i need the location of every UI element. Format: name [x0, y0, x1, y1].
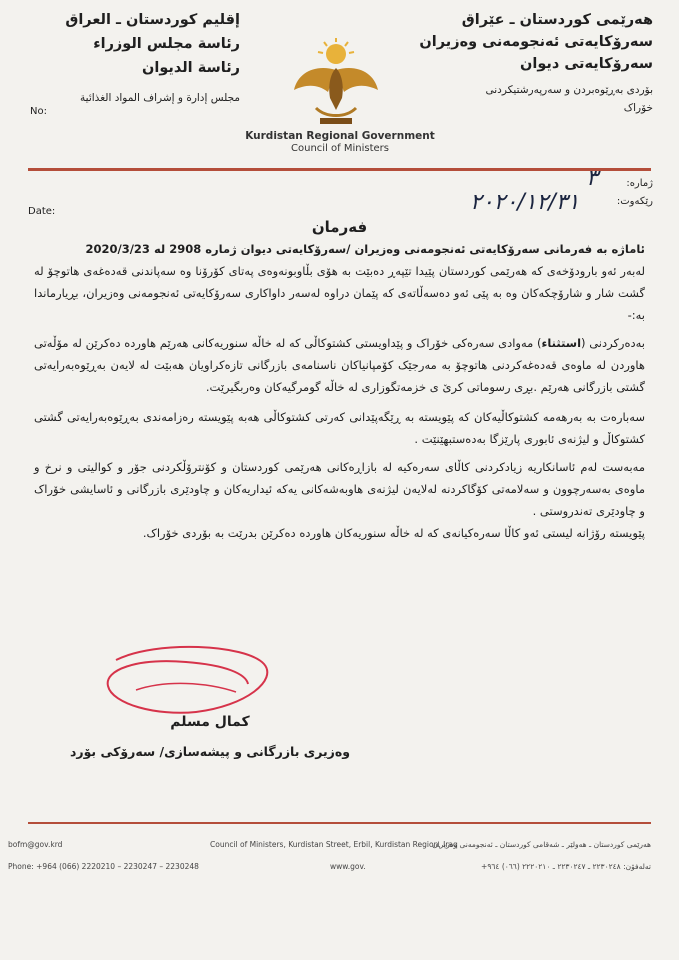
paragraph-context: لەبەر ئەو بارودۆخەی کە هەرێمی کوردستان پێیدا تێپەڕ دەبێت بە هۆی بڵاوبونەوەی پەتای کۆرۆنا وە سەپاندنی قەدەغەی هاتوچۆ لە گشت شار و شارۆچکەکان وە بە پێی ئەو دەسەڵاتەی کە پێمان دراوە لەسەر داواکاری سەرۆکایەتی ئەنجومەنی وەزیران، بڕیارماندا بە:-: [34, 264, 645, 322]
exception-keyword: استثناء: [541, 336, 582, 350]
number-row: [403, 178, 653, 189]
document-title: فەرمان: [311, 218, 368, 236]
signature-scribble-icon: [96, 640, 276, 720]
paragraph-purpose: مەبەست لەم ئاسانکاریە زیادکردنی کاڵای سەرەکیە لە بازاڕەکانی هەرێمی کوردستان و کۆنترۆڵکردنی جۆر و کوالیتی و نرخ و ماوەی بەسەرچوون و سەلامەتی کۆگاکردنە لەلایەن لیژنەی هاوبەشەکانی یەکە ئیداریەکان و چاودێری بازرگانی و ئاسایشی خۆراک و چاودێری تەندروستی .: [34, 460, 645, 518]
kurdish-diwan-title: سەرۆکایەتی دیوان: [519, 56, 653, 72]
header-divider: [28, 168, 651, 171]
date-value: ٢٠٢٠/١٢/٣١: [470, 190, 580, 215]
date-label: رێکەوت:: [616, 196, 653, 207]
footer-website: www.gov.: [330, 862, 366, 871]
arabic-council-title: رئاسة مجلس الوزراء: [93, 36, 240, 52]
kurdish-council-title: سەرۆکایەتی ئەنجومەنی وەزیران: [419, 34, 653, 50]
kurdish-region-title: هەرێمی کوردستان ـ عێراق: [461, 12, 653, 28]
date-label-en: Date:: [28, 206, 56, 217]
arabic-region-title: إقليم كوردستان ـ العراق: [65, 12, 240, 28]
arabic-board-title: مجلس إدارة و إشراف المواد الغذائية: [80, 92, 240, 104]
no-label: No:: [30, 106, 47, 117]
arabic-header: [60, 12, 240, 104]
kurdish-board-title: بۆردی بەڕێوەبردن و سەرپەرشتیکردنی: [485, 84, 653, 96]
paragraph-exception-prefix: بەدەرکردنی (: [581, 336, 646, 350]
arabic-diwan-title: رئاسة الديوان: [141, 60, 240, 76]
krg-eagle-emblem-icon: [286, 36, 386, 132]
footer-phone-ku: تەلەفۆن: ٢٢٣٠٢٤٨ ـ ٢٢٣٠٢٤٧ ـ ٢٢٢٠٢١٠ (٠٦٦) ٩٦٤+: [481, 862, 651, 871]
paragraph-agriculture: سەبارەت بە بەرهەمە کشتوکاڵیەکان کە پێویستە بە ڕێگەپێدانی کەرتی کشتوکاڵی هەبە پێویستە رەزامەندی بەڕێوەبەرایەتی گشتی کشتوکاڵ و لیژنەی ئابوری پارێزگا بەدەستبهێنێت .: [34, 410, 645, 446]
number-value: ٣: [586, 166, 598, 191]
paragraph-reference: ئاماژە بە فەرمانی سەرۆکایەتی ئەنجومەنی وەزیران /سەرۆکایەتی دیوان ژمارە 2908 لە 2020/3/23: [85, 242, 645, 256]
document-body: [34, 238, 645, 544]
paragraph-exception: [34, 332, 645, 398]
footer-address-en: Council of Ministers, Kurdistan Street, Erbil, Kurdistan Region, Iraq: [210, 840, 458, 849]
logo-sub-en: Council of Ministers: [291, 143, 389, 154]
paragraph-daily-list: پێویستە رۆژانە لیستی ئەو کاڵا سەرەکیانەی کە لە خاڵە سنوریەکان هاوردە دەکرێن بدرێت بە بۆردی خۆراک.: [142, 526, 645, 540]
footer-address-ku: هەرێمی کوردستان ـ هەولێر ـ شەقامی کوردستان ـ ئەنجومەنی وەزیران: [432, 840, 651, 849]
logo-name-en: Kurdistan Regional Government: [245, 130, 435, 142]
footer-phone-en: Phone: +964 (066) 2220210 – 2230247 – 2230248: [8, 862, 199, 871]
footer-email: bofm@gov.krd: [8, 840, 63, 849]
paragraph-exception-text: ) مەوادی سەرەکی خۆراک و پێداویستی کشتوکاڵی کە لە خاڵە سنوریەکانی هەرێم هاوردە دەکرێن لە مۆڵەتی هاوردن لە ماوەی قەدەغەکردنی هاتوچۆ بە مەرجێک کۆمپانیاکان ناسنامەی بازرگانی تازەکراویان هەبێت لە لایەن بەڕێوەبەرایەتی گشتی بازرگانی هەرێم .بڕی رسوماتی کرێ ی خزمەتگوزاری لە خاڵە گومرگیەکان وەربگیرێت.: [34, 336, 645, 394]
signature-block: [60, 714, 360, 759]
kurdish-board-title-2: خۆراک: [623, 102, 653, 114]
kurdish-header: [419, 12, 653, 114]
signatory-title: وەزیری بازرگانی و پیشەسازی/ سەرۆکی بۆرد: [69, 744, 351, 759]
number-label: ژمارە:: [626, 178, 653, 189]
footer-divider: [28, 822, 651, 824]
signatory-name: کمال مسلم: [170, 714, 250, 730]
